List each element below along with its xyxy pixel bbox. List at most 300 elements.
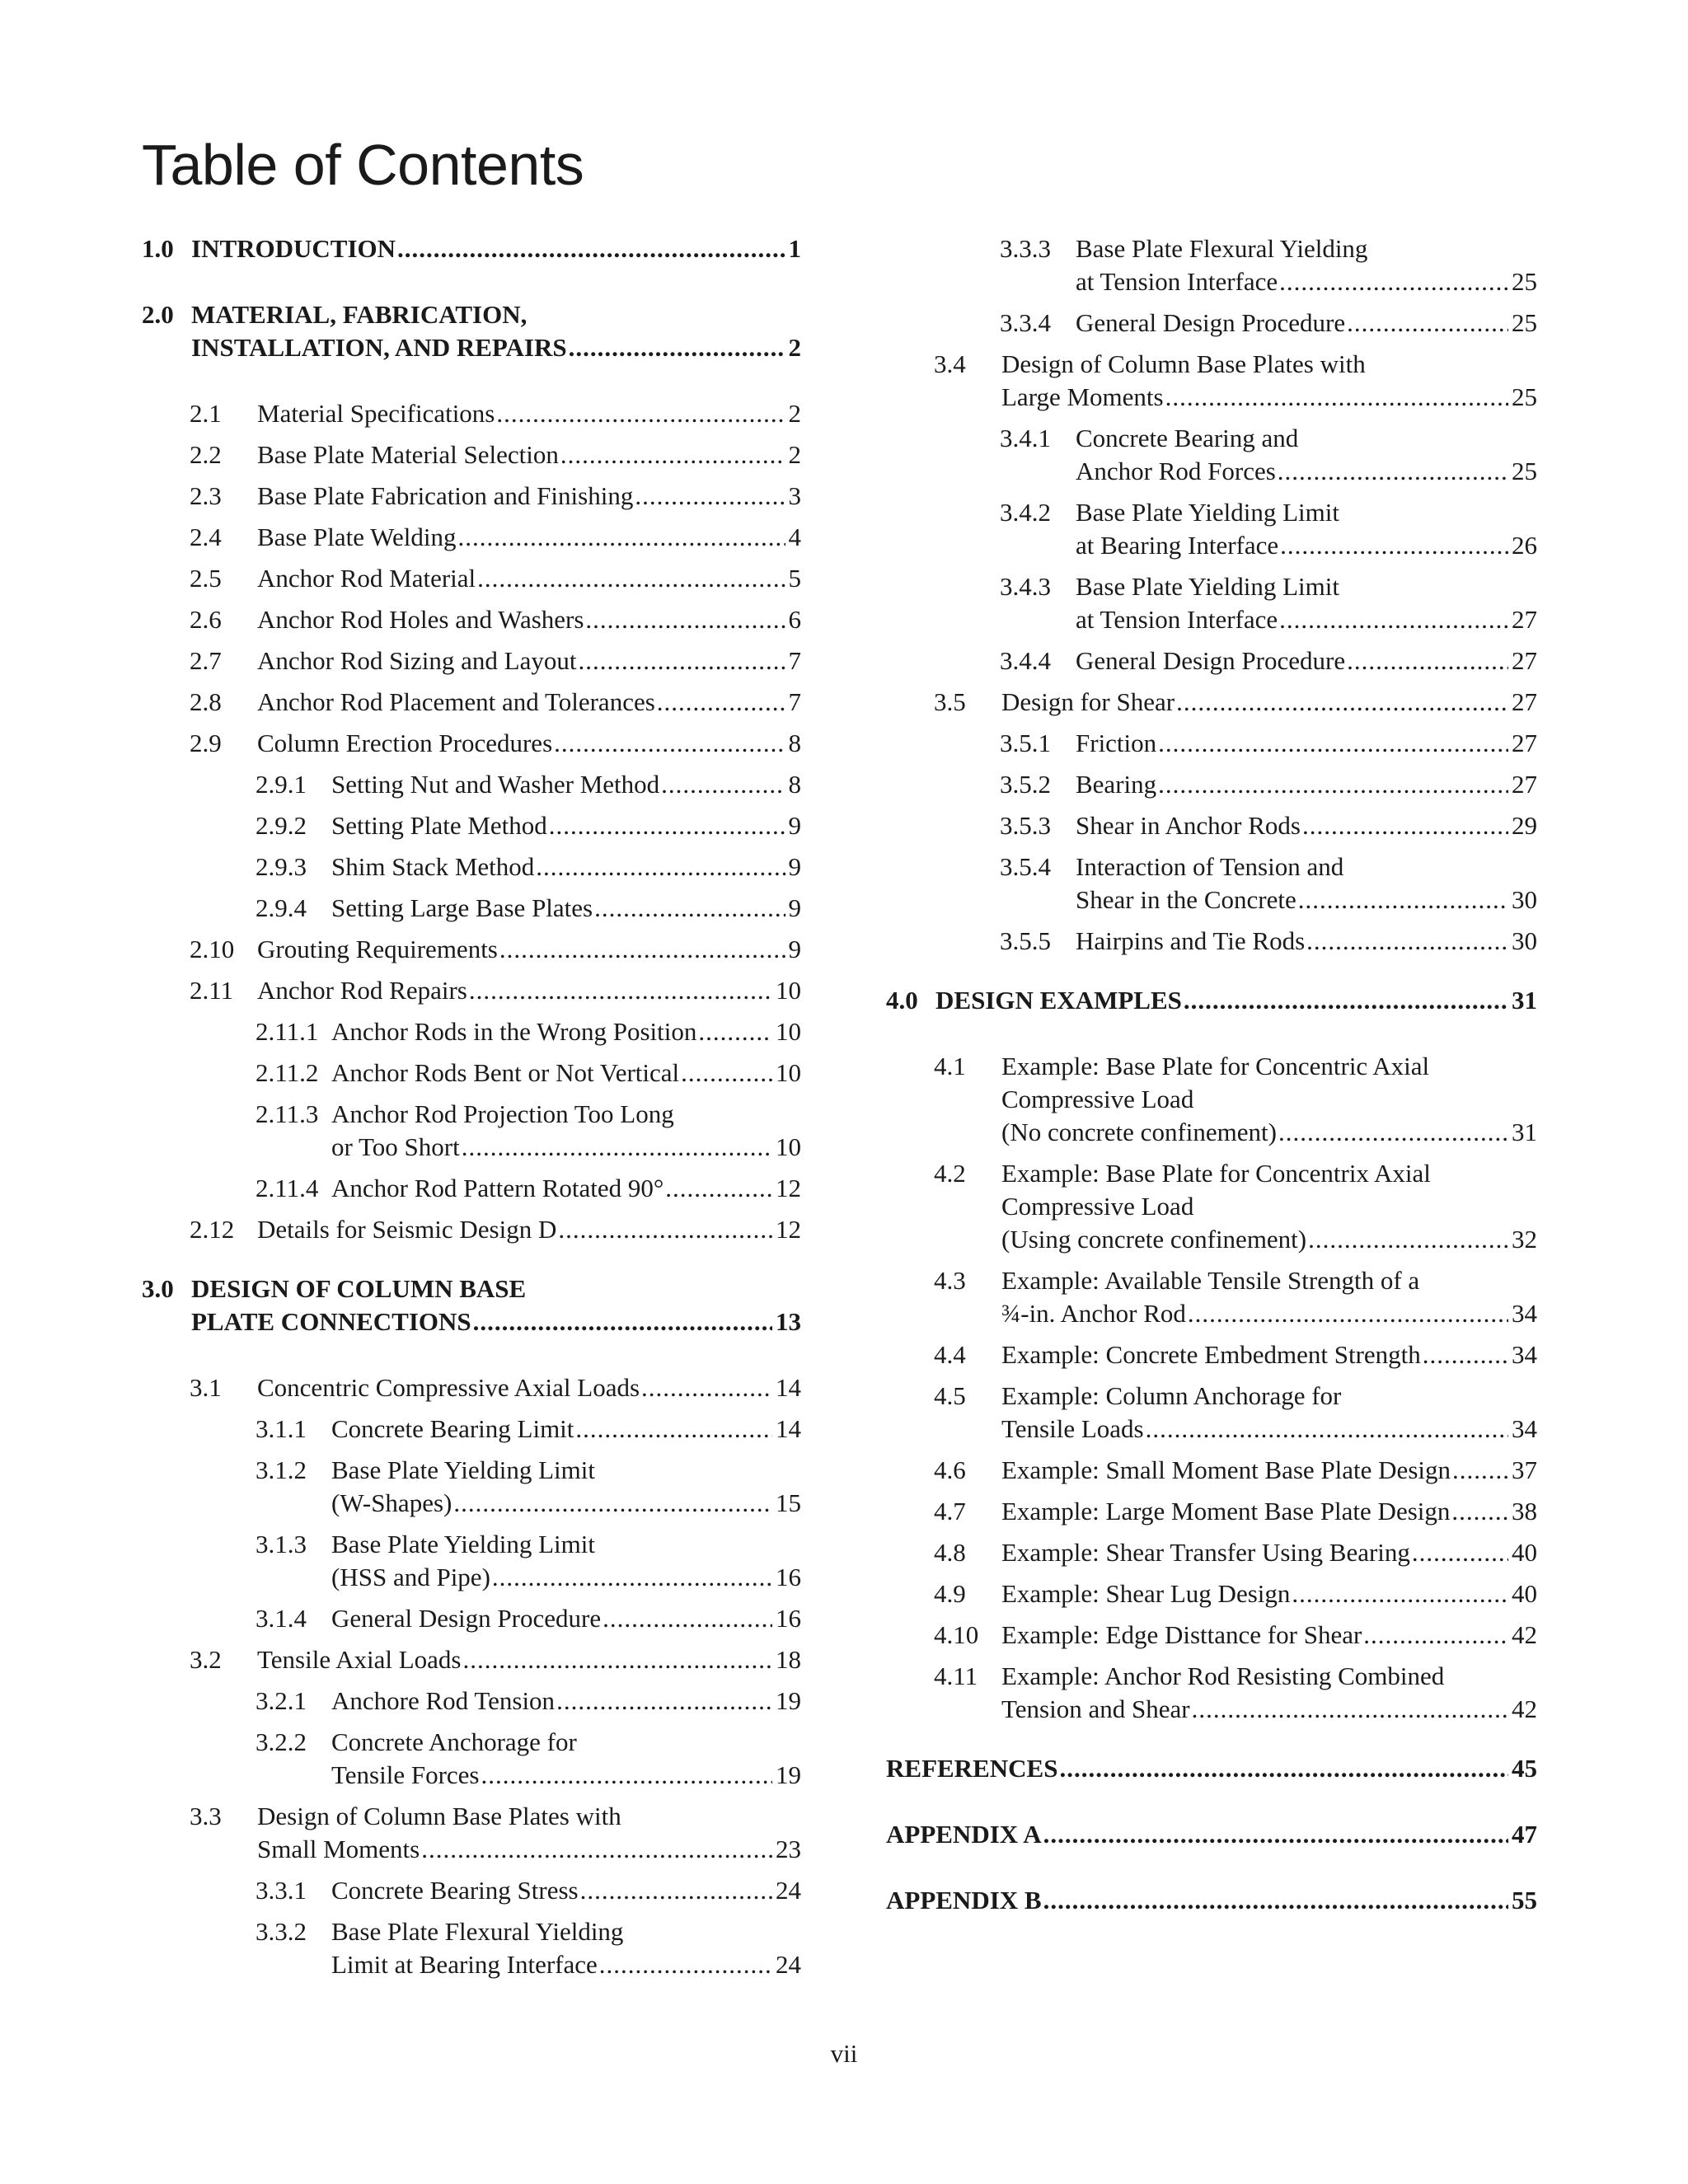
toc-number: 4.8 — [934, 1538, 966, 1567]
toc-number: 4.10 — [934, 1620, 979, 1649]
toc-number: 2.10 — [190, 935, 235, 963]
toc-title-line: Interaction of Tension and — [1076, 852, 1344, 881]
toc-title-line: Tensile Loads — [1001, 1414, 1144, 1443]
toc-title-line: Compressive Load — [1001, 1192, 1194, 1221]
toc-entry-4-6[interactable] — [886, 1454, 1537, 1487]
toc-number: 3.3.3 — [1000, 234, 1051, 263]
toc-title-line: (W-Shapes) — [331, 1488, 452, 1517]
toc-number: 4.5 — [934, 1381, 966, 1410]
toc-number: 3.5.2 — [1000, 770, 1051, 799]
toc-title-line: at Tension Interface — [1076, 267, 1278, 296]
toc-entry-2-12[interactable] — [142, 1213, 801, 1246]
toc-entry-3-1[interactable] — [142, 1371, 801, 1404]
toc-entry-4-9[interactable] — [886, 1577, 1537, 1610]
toc-page-number: 31 — [1512, 1118, 1537, 1146]
toc-title-line: ¾-in. Anchor Rod — [1001, 1299, 1186, 1328]
dot-leader — [469, 974, 772, 1007]
toc-entry-2-3[interactable] — [142, 480, 801, 513]
dot-leader — [657, 686, 785, 719]
toc-page-number: 10 — [776, 1058, 801, 1087]
toc-entry-2-1[interactable] — [142, 397, 801, 430]
dot-leader — [635, 480, 785, 513]
dot-leader — [665, 1172, 772, 1205]
toc-title-line: Anchor Rod Material — [257, 564, 476, 593]
toc-title-line: Anchore Rod Tension — [331, 1686, 556, 1715]
toc-title-line: Friction — [1076, 729, 1157, 757]
toc-title-line: Compressive Load — [1001, 1085, 1194, 1113]
toc-title-line: Material Specifications — [257, 399, 495, 428]
toc-title-line: Base Plate Welding — [257, 523, 457, 551]
toc-title-line: Anchor Rod Sizing and Layout — [257, 646, 577, 675]
dot-leader — [463, 1643, 772, 1676]
toc-entry-3-5[interactable] — [886, 686, 1537, 719]
toc-title-line: Setting Large Base Plates — [331, 893, 593, 922]
toc-entry-4-10[interactable] — [886, 1619, 1537, 1652]
toc-entry-4-1[interactable] — [886, 1050, 1537, 1149]
toc-entry-3-0[interactable] — [142, 1272, 801, 1338]
toc-page-number: 27 — [1512, 687, 1537, 716]
toc-number: 4.11 — [934, 1661, 978, 1690]
toc-number: 3.5.3 — [1000, 811, 1051, 840]
toc-entry-references[interactable] — [886, 1752, 1537, 1785]
toc-entry-3-3-2[interactable] — [142, 1915, 801, 1981]
toc-title-line: Concentric Compressive Axial Loads — [257, 1373, 640, 1402]
toc-page-number: 2 — [788, 440, 801, 469]
toc-entry-3-5-4[interactable] — [886, 851, 1537, 916]
toc-title-line: APPENDIX B — [886, 1886, 1042, 1915]
dot-leader — [481, 1759, 772, 1792]
toc-entry-4-5[interactable] — [886, 1380, 1537, 1446]
dot-leader — [499, 933, 785, 966]
toc-number: 3.2 — [190, 1645, 222, 1674]
toc-number: 3.5.4 — [1000, 852, 1051, 881]
toc-page-number: 19 — [776, 1686, 801, 1715]
toc-entry-2-0[interactable] — [142, 298, 801, 364]
toc-number: 4.7 — [934, 1497, 966, 1526]
toc-number: 3.1.1 — [256, 1414, 307, 1443]
toc-title-line: Example: Column Anchorage for — [1001, 1381, 1342, 1410]
toc-title-line: Base Plate Flexural Yielding — [331, 1917, 624, 1946]
toc-number: 3.4.4 — [1000, 646, 1051, 675]
toc-title-line: Setting Plate Method — [331, 811, 547, 840]
toc-page-number: 2 — [788, 333, 801, 362]
toc-number: 3.3.1 — [256, 1876, 307, 1905]
dot-leader — [599, 1948, 772, 1981]
toc-entry-2-11-2[interactable] — [142, 1057, 801, 1090]
dot-leader — [585, 603, 785, 636]
toc-entry-3-1-1[interactable] — [142, 1413, 801, 1446]
toc-entry-4-0[interactable] — [886, 984, 1537, 1017]
dot-leader — [558, 1213, 772, 1246]
toc-page-number: 34 — [1512, 1299, 1537, 1328]
toc-title-line: Anchor Rod Projection Too Long — [331, 1099, 674, 1128]
toc-entry-3-2-2[interactable] — [142, 1726, 801, 1792]
toc-page-number: 8 — [788, 770, 801, 799]
toc-title-line: (No concrete confinement) — [1001, 1118, 1277, 1146]
toc-number: 2.9.1 — [256, 770, 307, 799]
toc-title-line: Example: Concrete Embedment Strength — [1001, 1340, 1421, 1369]
toc-page-number: 4 — [788, 523, 801, 551]
toc-page-number: 16 — [776, 1563, 801, 1591]
toc-page-number: 30 — [1512, 926, 1537, 955]
toc-title-line: Concrete Bearing and — [1076, 424, 1299, 452]
toc-page-number: 38 — [1512, 1497, 1537, 1526]
toc-title-line: Details for Seismic Design D — [257, 1215, 557, 1244]
toc-page-number: 2 — [788, 399, 801, 428]
toc-title-line: INSTALLATION, AND REPAIRS — [191, 333, 567, 362]
toc-entry-1-0[interactable] — [142, 232, 801, 265]
toc-title-line: Base Plate Yielding Limit — [1076, 572, 1340, 601]
toc-page-number: 15 — [776, 1488, 801, 1517]
toc-entry-2-11-3[interactable] — [142, 1098, 801, 1164]
dot-leader — [492, 1561, 772, 1594]
toc-page-number: 32 — [1512, 1225, 1537, 1254]
toc-number: 3.1.2 — [256, 1455, 307, 1484]
toc-number: 2.11 — [190, 976, 234, 1005]
dot-leader — [1043, 1818, 1508, 1851]
toc-title-line: Base Plate Yielding Limit — [1076, 498, 1340, 527]
toc-title-line: Anchor Rod Repairs — [257, 976, 467, 1005]
toc-entry-2-2[interactable] — [142, 438, 801, 471]
dot-leader — [641, 1371, 772, 1404]
toc-page-number: 14 — [776, 1414, 801, 1443]
toc-entry-2-6[interactable] — [142, 603, 801, 636]
dot-leader — [1165, 381, 1508, 414]
toc-page-number: 7 — [788, 646, 801, 675]
toc-page-number: 37 — [1512, 1455, 1537, 1484]
dot-leader — [1278, 455, 1508, 488]
toc-title-line: Hairpins and Tie Rods — [1076, 926, 1306, 955]
toc-page-number: 40 — [1512, 1579, 1537, 1608]
toc-title-line: Example: Large Moment Base Plate Design — [1001, 1497, 1451, 1526]
toc-title-line: Example: Small Moment Base Plate Design — [1001, 1455, 1451, 1484]
toc-number: 3.4.1 — [1000, 424, 1051, 452]
toc-page-number: 25 — [1512, 308, 1537, 337]
toc-entry-4-4[interactable] — [886, 1338, 1537, 1371]
toc-title-line: Anchor Rods Bent or Not Vertical — [331, 1058, 680, 1087]
toc-number: 3.5 — [934, 687, 966, 716]
toc-entry-3-3[interactable] — [142, 1800, 801, 1866]
toc-page-number: 5 — [788, 564, 801, 593]
toc-number: 2.8 — [190, 687, 222, 716]
toc-page-number: 7 — [788, 687, 801, 716]
dot-leader — [1176, 686, 1508, 719]
dot-leader — [477, 562, 785, 595]
toc-title-line: Anchor Rod Holes and Washers — [257, 605, 584, 634]
toc-title-line: Anchor Rod Pattern Rotated 90° — [331, 1174, 664, 1202]
toc-title-line: Design of Column Base Plates with — [257, 1802, 621, 1830]
toc-number: 3.1.3 — [256, 1530, 307, 1558]
toc-number: 2.2 — [190, 440, 222, 469]
toc-entry-2-9-2[interactable] — [142, 809, 801, 842]
dot-leader — [421, 1833, 772, 1866]
toc-entry-2-5[interactable] — [142, 562, 801, 595]
toc-page-number: 12 — [776, 1174, 801, 1202]
toc-number: 4.6 — [934, 1455, 966, 1484]
dot-leader — [569, 331, 785, 364]
toc-title-line: Base Plate Yielding Limit — [331, 1455, 596, 1484]
toc-entry-appendix-a[interactable] — [886, 1818, 1537, 1851]
toc-entry-3-1-4[interactable] — [142, 1602, 801, 1635]
dot-leader — [560, 438, 785, 471]
toc-title-line: General Design Procedure — [331, 1604, 602, 1633]
toc-number: 4.0 — [886, 986, 918, 1015]
toc-page-number: 27 — [1512, 646, 1537, 675]
toc-page-number: 34 — [1512, 1414, 1537, 1443]
toc-title-line: Small Moments — [257, 1835, 420, 1863]
toc-page-number: 30 — [1512, 885, 1537, 914]
toc-page-number: 45 — [1512, 1754, 1537, 1783]
toc-title-line: MATERIAL, FABRICATION, — [191, 300, 528, 329]
toc-entry-3-3-4[interactable] — [886, 307, 1537, 340]
toc-entry-2-4[interactable] — [142, 521, 801, 554]
toc-entry-2-9-4[interactable] — [142, 892, 801, 925]
toc-title-line: Concrete Anchorage for — [331, 1727, 577, 1756]
dot-leader — [1302, 809, 1508, 842]
toc-title-line: Tensile Axial Loads — [257, 1645, 462, 1674]
dot-leader — [1279, 603, 1508, 636]
toc-page-number: 18 — [776, 1645, 801, 1674]
dot-leader — [1423, 1338, 1508, 1371]
toc-page-number: 10 — [776, 1017, 801, 1046]
toc-entry-3-3-3[interactable] — [886, 232, 1537, 298]
dot-leader — [1184, 984, 1508, 1017]
toc-entry-4-2[interactable] — [886, 1157, 1537, 1256]
toc-title-line: PLATE CONNECTIONS — [191, 1307, 471, 1336]
toc-entry-3-3-1[interactable] — [142, 1874, 801, 1907]
toc-entry-3-4-1[interactable] — [886, 422, 1537, 488]
toc-page-number: 8 — [788, 729, 801, 757]
toc-entry-2-9-1[interactable] — [142, 768, 801, 801]
toc-page-number: 42 — [1512, 1620, 1537, 1649]
toc-number: 4.2 — [934, 1159, 966, 1188]
dot-leader — [549, 809, 785, 842]
toc-entry-3-5-5[interactable] — [886, 925, 1537, 958]
toc-title-line: Design of Column Base Plates with — [1001, 349, 1366, 378]
toc-number: 3.5.1 — [1000, 729, 1051, 757]
toc-page-number: 26 — [1512, 531, 1537, 560]
toc-title-line: Example: Shear Transfer Using Bearing — [1001, 1538, 1410, 1567]
toc-entry-4-3[interactable] — [886, 1264, 1537, 1330]
dot-leader — [536, 851, 785, 883]
toc-entry-3-5-3[interactable] — [886, 809, 1537, 842]
toc-title-line: Example: Shear Lug Design — [1001, 1579, 1291, 1608]
toc-number: 3.2.1 — [256, 1686, 307, 1715]
toc-number: 3.4 — [934, 349, 966, 378]
toc-title-line: DESIGN EXAMPLES — [935, 986, 1182, 1015]
toc-title-line: Tensile Forces — [331, 1760, 480, 1789]
dot-leader — [556, 1685, 772, 1718]
toc-number: 4.3 — [934, 1266, 966, 1295]
dot-leader — [575, 1413, 772, 1446]
dot-leader — [1292, 1577, 1508, 1610]
toc-number: 3.1.4 — [256, 1604, 307, 1633]
toc-title-line: Anchor Rods in the Wrong Position — [331, 1017, 697, 1046]
toc-entry-3-4-3[interactable] — [886, 570, 1537, 636]
toc-title-line: Shear in the Concrete — [1076, 885, 1296, 914]
toc-page-number: 16 — [776, 1604, 801, 1633]
toc-title-line: Example: Available Tensile Strength of a — [1001, 1266, 1420, 1295]
toc-entry-2-10[interactable] — [142, 933, 801, 966]
toc-title-line: INTRODUCTION — [191, 234, 396, 263]
toc-page-number: 40 — [1512, 1538, 1537, 1567]
toc-entry-2-8[interactable] — [142, 686, 801, 719]
dot-leader — [1279, 265, 1508, 298]
dot-leader — [681, 1057, 772, 1090]
toc-title-line: Example: Base Plate for Concentrix Axial — [1001, 1159, 1431, 1188]
toc-title-line: Example: Edge Disttance for Shear — [1001, 1620, 1362, 1649]
toc-page-number: 27 — [1512, 770, 1537, 799]
toc-number: 3.1 — [190, 1373, 222, 1402]
toc-number: 2.3 — [190, 481, 222, 510]
toc-page-number: 6 — [788, 605, 801, 634]
toc-page-number: 19 — [776, 1760, 801, 1789]
dot-leader — [1306, 925, 1508, 958]
dot-leader — [496, 397, 785, 430]
toc-number: 4.9 — [934, 1579, 966, 1608]
toc-page-number: 14 — [776, 1373, 801, 1402]
toc-title-line: General Design Procedure — [1076, 646, 1346, 675]
toc-entry-2-11-1[interactable] — [142, 1015, 801, 1048]
toc-entry-2-11-4[interactable] — [142, 1172, 801, 1205]
dot-leader — [453, 1487, 772, 1520]
page-title: Table of Contents — [142, 133, 584, 197]
toc-number: 3.4.3 — [1000, 572, 1051, 601]
toc-page-number: 9 — [788, 811, 801, 840]
toc-title-line: DESIGN OF COLUMN BASE — [191, 1274, 527, 1303]
toc-number: 2.7 — [190, 646, 222, 675]
dot-leader — [661, 768, 785, 801]
toc-entry-appendix-b[interactable] — [886, 1884, 1537, 1917]
toc-page-number: 12 — [776, 1215, 801, 1244]
toc-entry-3-5-1[interactable] — [886, 727, 1537, 760]
toc-entry-4-11[interactable] — [886, 1660, 1537, 1726]
toc-page-number: 25 — [1512, 382, 1537, 411]
toc-title-line: Example: Base Plate for Concentric Axial — [1001, 1052, 1430, 1080]
toc-number: 2.11.4 — [256, 1174, 319, 1202]
toc-number: 2.9.2 — [256, 811, 307, 840]
toc-number: 3.2.2 — [256, 1727, 307, 1756]
toc-title-line: (Using concrete confinement) — [1001, 1225, 1307, 1254]
toc-page-number: 25 — [1512, 457, 1537, 485]
toc-page-number: 9 — [788, 935, 801, 963]
dot-leader — [594, 892, 785, 925]
toc-title-line: Shear in Anchor Rods — [1076, 811, 1301, 840]
toc-number: 3.0 — [142, 1274, 174, 1303]
toc-number: 2.9.3 — [256, 852, 307, 881]
dot-leader — [1451, 1495, 1508, 1528]
toc-number: 2.11.1 — [256, 1017, 319, 1046]
dot-leader — [1280, 529, 1508, 562]
toc-entry-2-9-3[interactable] — [142, 851, 801, 883]
toc-title-line: Concrete Bearing Stress — [331, 1876, 579, 1905]
toc-title-line: Example: Anchor Rod Resisting Combined — [1001, 1661, 1445, 1690]
toc-title-line: (HSS and Pipe) — [331, 1563, 490, 1591]
dot-leader — [1188, 1297, 1508, 1330]
toc-entry-3-1-2[interactable] — [142, 1454, 801, 1520]
toc-entry-3-4-4[interactable] — [886, 644, 1537, 677]
toc-title-line: Grouting Requirements — [257, 935, 498, 963]
toc-number: 2.12 — [190, 1215, 235, 1244]
toc-title-line: Base Plate Material Selection — [257, 440, 559, 469]
toc-entry-2-9[interactable] — [142, 727, 801, 760]
toc-title-line: Tension and Shear — [1001, 1694, 1190, 1723]
toc-entry-4-8[interactable] — [886, 1536, 1537, 1569]
dot-leader — [462, 1131, 772, 1164]
toc-entry-3-4[interactable] — [886, 348, 1537, 414]
toc-number: 2.9 — [190, 729, 222, 757]
page-folio: vii — [830, 2039, 858, 2068]
dot-leader — [1059, 1752, 1508, 1785]
toc-page-number: 47 — [1512, 1820, 1537, 1849]
toc-number: 2.11.3 — [256, 1099, 319, 1128]
toc-page-number: 10 — [776, 1132, 801, 1161]
dot-leader — [1192, 1693, 1508, 1726]
dot-leader — [1298, 883, 1508, 916]
dot-leader — [603, 1602, 772, 1635]
dot-leader — [1347, 307, 1508, 340]
toc-entry-4-7[interactable] — [886, 1495, 1537, 1528]
toc-title-line: Anchor Rod Forces — [1076, 457, 1276, 485]
toc-number: 3.4.2 — [1000, 498, 1051, 527]
toc-title-line: Base Plate Yielding Limit — [331, 1530, 596, 1558]
toc-number: 3.3.2 — [256, 1917, 307, 1946]
toc-page-number: 55 — [1512, 1886, 1537, 1915]
dot-leader — [698, 1015, 772, 1048]
toc-title-line: Limit at Bearing Interface — [331, 1950, 598, 1979]
toc-entry-3-2[interactable] — [142, 1643, 801, 1676]
toc-entry-2-11[interactable] — [142, 974, 801, 1007]
dot-leader — [473, 1305, 772, 1338]
dot-leader — [1158, 727, 1508, 760]
toc-title-line: or Too Short — [331, 1132, 460, 1161]
dot-leader — [1146, 1413, 1508, 1446]
toc-page-number: 27 — [1512, 605, 1537, 634]
toc-title-line: Design for Shear — [1001, 687, 1175, 716]
toc-title-line: Setting Nut and Washer Method — [331, 770, 660, 799]
toc-entry-3-2-1[interactable] — [142, 1685, 801, 1718]
toc-page-number: 42 — [1512, 1694, 1537, 1723]
toc-number: 2.1 — [190, 399, 222, 428]
dot-leader — [1043, 1884, 1508, 1917]
toc-page-number: 3 — [788, 481, 801, 510]
toc-entry-3-4-2[interactable] — [886, 496, 1537, 562]
toc-page-number: 13 — [776, 1307, 801, 1336]
toc-title-line: Bearing — [1076, 770, 1157, 799]
toc-title-line: Large Moments — [1001, 382, 1164, 411]
toc-number: 2.11.2 — [256, 1058, 319, 1087]
toc-page-number: 25 — [1512, 267, 1537, 296]
toc-title-line: at Tension Interface — [1076, 605, 1278, 634]
dot-leader — [1363, 1619, 1508, 1652]
toc-page-number: 10 — [776, 976, 801, 1005]
dot-leader — [578, 644, 785, 677]
toc-number: 2.0 — [142, 300, 174, 329]
toc-entry-2-7[interactable] — [142, 644, 801, 677]
toc-title-line: REFERENCES — [886, 1754, 1058, 1783]
toc-number: 2.5 — [190, 564, 222, 593]
toc-title-line: General Design Procedure — [1076, 308, 1346, 337]
dot-leader — [397, 232, 785, 265]
toc-number: 4.1 — [934, 1052, 966, 1080]
toc-entry-3-5-2[interactable] — [886, 768, 1537, 801]
toc-page-number: 24 — [776, 1876, 801, 1905]
toc-page-number: 27 — [1512, 729, 1537, 757]
toc-page-number: 9 — [788, 893, 801, 922]
toc-entry-3-1-3[interactable] — [142, 1528, 801, 1594]
toc-page-number: 9 — [788, 852, 801, 881]
toc-page-number: 34 — [1512, 1340, 1537, 1369]
